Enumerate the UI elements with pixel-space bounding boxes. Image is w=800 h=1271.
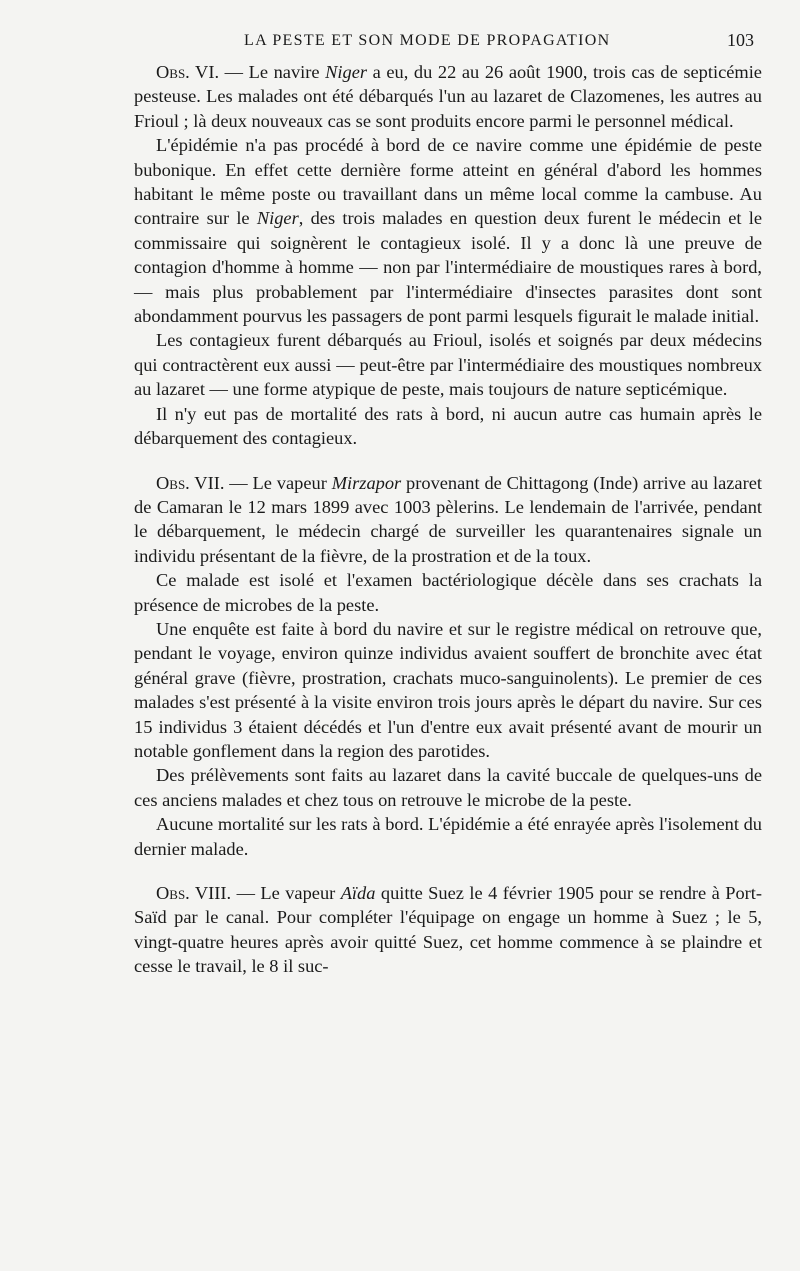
obs-7-paragraph-2: Ce malade est isolé et l'examen bactériologique décèle dans ses crachats la présence de microbes de la peste. xyxy=(134,570,762,615)
obs-7-label: Obs. VII. xyxy=(156,472,225,493)
obs-6-paragraph-2: L'épidémie n'a pas procédé à bord de ce navire comme une épidémie de peste bubonique. En effet cette dernière forme atteint en général d'abord les hommes habitant le même poste ou travaillant dans un même local comme la cambuse. Au contraire sur le Niger, des trois malades en question deux furent le médecin et le commissaire qui soignèrent le contagieux isolé. Il y a donc là une preuve de contagion d'homme à homme — non par l'intermédiaire de moustiques rares à bord, — mais plus probablement par l'intermédiaire d'insectes parasites dont sont abondamment pourvus les passagers de pont parmi lesquels figurait le malade initial. xyxy=(134,135,762,327)
obs-8-label: Obs. VIII. xyxy=(156,883,232,903)
obs-7-paragraph-5: Aucune mortalité sur les rats à bord. L'épidémie a été enrayée après l'isolement du dernier malade. xyxy=(134,814,762,859)
obs-7-paragraph-1: Obs. VII. — Le vapeur Mirzapor provenant de Chittagong (Inde) arrive au lazaret de Camaran le 12 mars 1899 avec 1003 pèlerins. Le lendemain de l'arrivée, pendant le débarquement, le médecin chargé de surveiller les quarantenaires signale un individu présentant de la fièvre, de la prostration et de la toux. xyxy=(134,472,762,566)
ship-name: Aïda xyxy=(340,883,376,903)
body-text xyxy=(134,60,762,979)
ship-name: Niger xyxy=(325,62,368,82)
ship-name: Mirzapor xyxy=(331,472,402,493)
obs-7-paragraph-4: Des prélèvements sont faits au lazaret dans la cavité buccale de quelques-uns de ces anciens malades et chez tous on retrouve le microbe de la peste. xyxy=(134,765,762,810)
obs-6-paragraph-3: Les contagieux furent débarqués au Frioul, isolés et soignés par deux médecins qui contractèrent eux aussi — peut-être par l'intermédiaire des moustiques nombreux au lazaret — une forme atypique de peste, mais toujours de nature septicémique. xyxy=(134,330,762,400)
obs-6-label: Obs. VI. xyxy=(156,62,220,82)
running-title: LA PESTE ET SON MODE DE PROPAGATION xyxy=(244,32,611,49)
obs-7-paragraph-3: Une enquête est faite à bord du navire et sur le registre médical on retrouve que, pendant le voyage, environ quinze individus avaient souffert de bronchite avec état général grave (fièvre, prostration, crachats muco-sanguinolents). Le premier de ces malades s'est présenté à la visite environ trois jours après le départ du navire. Sur ces 15 individus 3 étaient décédés et l'un d'entre eux avait présenté avant de mourir un notable gonflement dans la region des parotides. xyxy=(134,618,762,761)
page-header xyxy=(136,32,756,56)
ship-name: Niger xyxy=(256,208,299,229)
page-number: 103 xyxy=(727,30,754,50)
obs-6-paragraph-1: Obs. VI. — Le navire Niger a eu, du 22 au 26 août 1900, trois cas de septicémie pesteuse. Les malades ont été débarqués l'un au lazaret de Clazomenes, les autres au Frioul ; là deux nouveaux cas se sont produits encore parmi le personnel médical. xyxy=(134,62,762,131)
obs-8-paragraph-1: Obs. VIII. — Le vapeur Aïda quitte Suez le 4 février 1905 pour se rendre à Port-Saïd par le canal. Pour compléter l'équipage on engage un homme à Suez ; le 5, vingt-quatre heures après avoir quitté Suez, cet homme commence à se plaindre et cesse le travail, le 8 il suc- xyxy=(134,883,763,977)
obs-6-paragraph-4: Il n'y eut pas de mortalité des rats à bord, ni aucun autre cas humain après le débarquement des contagieux. xyxy=(134,403,762,449)
